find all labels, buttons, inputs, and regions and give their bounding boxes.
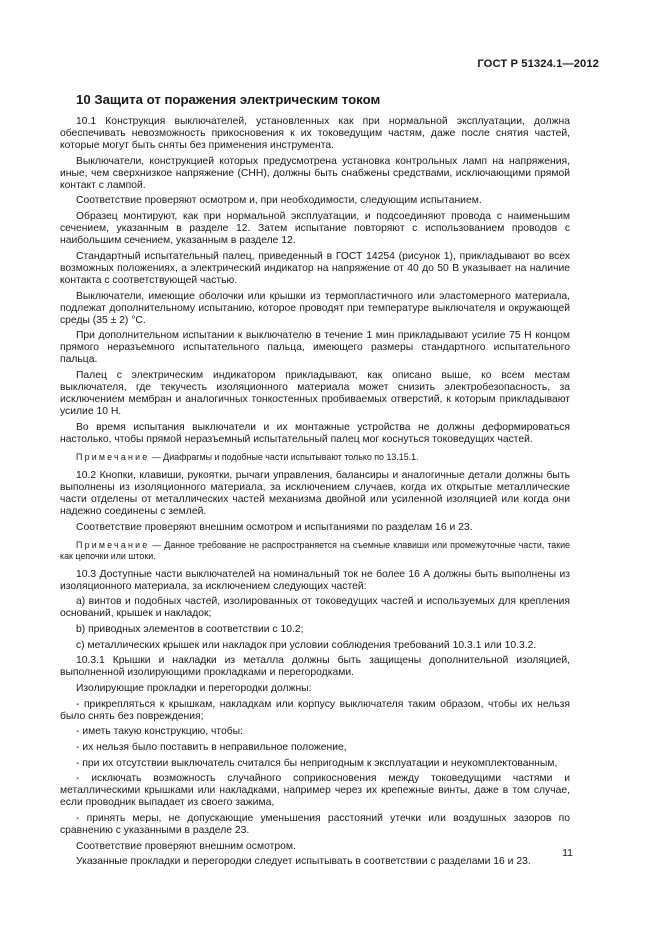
paragraph: Палец с электрическим индикатором прикладывают, как описано выше, ко всем местам выключателя, где текучесть изоляционного материала может снизить электробезопасность, за исключением мембран и аналогичных тонкостенных пробиваемых отверстий, к которым прикладывают усилие 10 Н. <box>60 370 570 418</box>
paragraph: Указанные прокладки и перегородки следует испытывать в соответствии с разделами 16 и 23. <box>76 856 531 868</box>
list-item: c) металлических крышек или накладок при условии соблюдения требований 10.3.1 или 10.3.2. <box>76 639 537 651</box>
note-text: — Данное требование не распространяется на съемные клавиши или промежуточные части, такие как цепочки или штоки. <box>60 539 570 561</box>
paragraph: Соответствие проверяют внешним осмотром и испытаниями по разделам 16 и 23. <box>76 521 473 533</box>
paragraph: 10.1 Конструкция выключателей, установленных как при нормальной эксплуатации, должна обеспечивать невозможность прикосновения к их токоведущим частям, даже после снятия частей, которые могут быть сняты без применения инструмента. <box>60 116 570 152</box>
paragraph: 10.3 Доступные части выключателей на номинальный ток не более 16 А должны быть выполнены из изоляционного материала, за исключением следующих частей: <box>60 568 570 592</box>
paragraph: Соответствие проверяют осмотром и, при необходимости, следующим испытанием. <box>76 195 482 207</box>
note-label: Примечание <box>76 539 150 550</box>
note <box>60 540 570 562</box>
list-item: - при их отсутствии выключатель считался бы непригодным к эксплуатации и неукомплектованным, <box>76 757 558 769</box>
list-item: - исключать возможность случайного соприкосновения между токоведущими частями и металлическими крышками или накладками, например через их крепежные винты, даже в том случае, если проводник выпадает из своего зажима, <box>60 773 570 809</box>
paragraph: Изолирующие прокладки и перегородки должны: <box>76 683 312 695</box>
list-item: - прикрепляться к крышкам, накладкам или корпусу выключателя таким образом, чтобы их нельзя было снять без повреждения; <box>60 698 570 722</box>
paragraph: При дополнительном испытании к выключателю в течение 1 мин прикладывают усилие 75 Н концом прямого неразъемного испытательного пальца, имеющего размеры стандартного испытательного пальца. <box>60 330 570 366</box>
paragraph: Выключатели, имеющие оболочки или крышки из термопластичного или эластомерного материала, подлежат дополнительному испытанию, которое проводят при температуре выключателя и окружающей среды (35 ± 2) °С. <box>60 290 570 326</box>
paragraph: Во время испытания выключатели и их монтажные устройства не должны деформироваться настолько, чтобы прямой неразъемный испытательный палец мог коснуться токоведущих частей. <box>60 421 570 445</box>
note-label: Примечание <box>76 451 150 462</box>
section-title: 10 Защита от поражения электрическим током <box>76 92 381 107</box>
paragraph: Стандартный испытательный палец, приведенный в ГОСТ 14254 (рисунок 1), прикладывают во всех возможных положениях, а электрический индикатор на напряжение от 40 до 50 В указывает на наличие контакта с соответствующей частью. <box>60 250 570 286</box>
note-text: — Диафрагмы и подобные части испытывают только по 13.15.1. <box>149 451 419 462</box>
paragraph: Выключатели, конструкцией которых предусмотрена установка контрольных ламп на напряжения, иные, чем сверхнизкое напряжение (СНН), должны быть снабжены средствами, исключающими прямой контакт с лампой. <box>60 155 570 191</box>
page-number: 11 <box>562 847 573 859</box>
paragraph: 10.3.1 Крышки и накладки из металла должны быть защищены дополнительной изоляцией, выполненной изолирующими прокладками и перегородками. <box>60 655 570 679</box>
list-item: - их нельзя было поставить в неправильное положение, <box>76 742 347 754</box>
paragraph: 10.2 Кнопки, клавиши, рукоятки, рычаги управления, балансиры и аналогичные детали должны быть выполнены из изоляционного материала, за исключением случаев, когда их открытые металлические части отделены от металлических частей механизма двойной или усиленной изоляцией или когда они надежно соединены с землей. <box>60 469 570 518</box>
list-item: - иметь такую конструкцию, чтобы: <box>76 726 243 738</box>
list-item: а) винтов и подобных частей, изолированных от токоведущих частей и используемых для крепления оснований, крышек и накладок; <box>60 596 570 620</box>
paragraph: Соответствие проверяют внешним осмотром. <box>76 840 296 852</box>
document-body <box>60 92 570 872</box>
list-item: b) приводных элементов в соответствии с 10.2; <box>76 624 304 636</box>
document-number: ГОСТ Р 51324.1—2012 <box>477 58 599 70</box>
note <box>60 452 570 463</box>
list-item: - принять меры, не допускающие уменьшения расстояний утечки или воздушных зазоров по сравнению с указанными в разделе 23. <box>60 813 570 837</box>
paragraph: Образец монтируют, как при нормальной эксплуатации, и подсоединяют провода с наименьшим сечением, указанным в разделе 12. Затем испытание повторяют с использованием проводов с наибольшим сечением, указанным в разделе 12. <box>60 211 570 247</box>
